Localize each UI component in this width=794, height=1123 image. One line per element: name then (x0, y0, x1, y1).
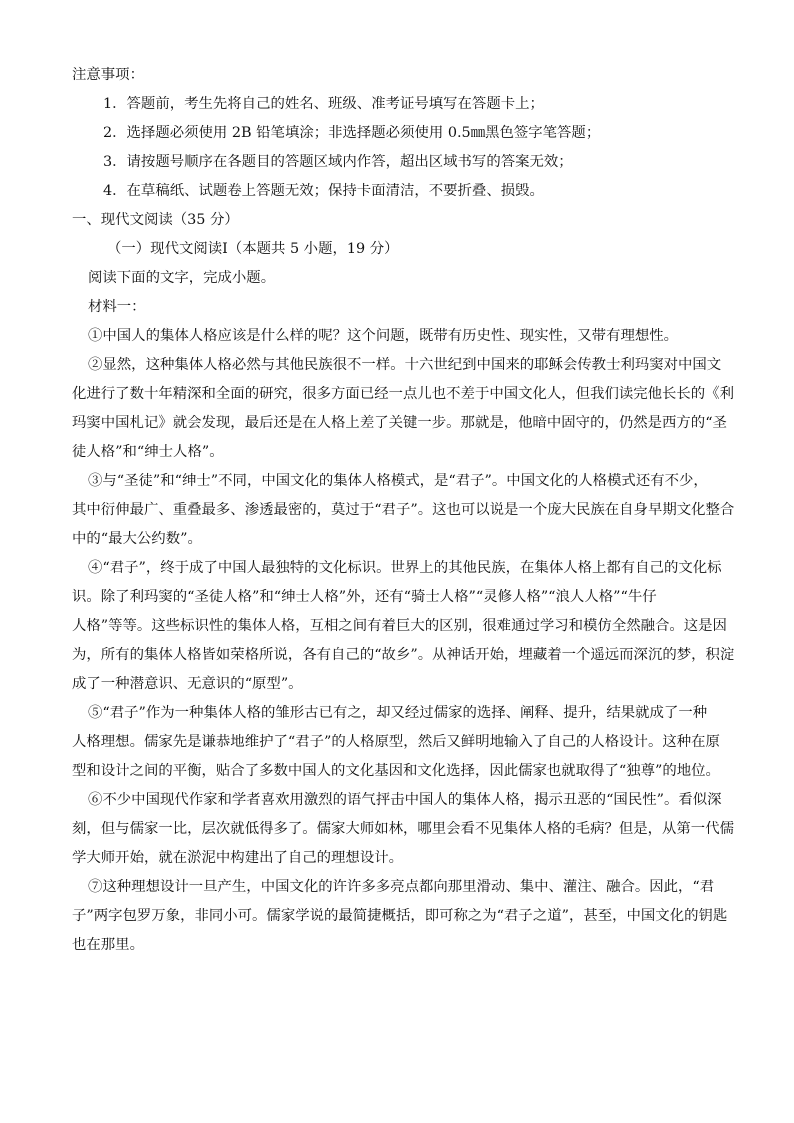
paragraph-line: ③与“圣徒”和“绅士”不同，中国文化的集体人格模式，是“君子”。中国文化的人格模式还有不少， (88, 473, 708, 489)
paragraph-line: ④“君子”，终于成了中国人最独特的文化标识。世界上的其他民族，在集体人格上都有自己的文化标 (88, 560, 722, 576)
paragraph-2 (72, 356, 734, 461)
notice-item: 2．选择题必须使用 2B 铅笔填涂；非选择题必须使用 0.5㎜黑色签字笔答题； (103, 125, 601, 141)
paragraph-line: ⑤“君子”作为一种集体人格的雏形古已有之，却又经过儒家的选择、阐释、提升，结果就成了一种 (88, 705, 708, 721)
paragraph-line: 成了一种潜意识、无意识的“原型”。 (72, 676, 303, 692)
reading-instruction: 阅读下面的文字，完成小题。 (88, 270, 276, 286)
section-title: 一、现代文阅读（35 分） (72, 212, 239, 228)
paragraph-line: 化进行了数十年精深和全面的研究，很多方面已经一点儿也不差于中国文化人，但我们读完他长长的《利 (72, 386, 734, 402)
notice-item: 1．答题前，考生先将自己的姓名、班级、准考证号填写在答题卡上； (103, 96, 544, 112)
notice-heading: 注意事项： (72, 67, 144, 83)
exam-page (72, 66, 735, 965)
subsection-title: （一）现代文阅读Ⅰ（本题共 5 小题，19 分） (107, 241, 399, 257)
material-label: 材料一： (88, 299, 146, 315)
paragraph-line: 人格”等等。这些标识性的集体人格，互相之间有着巨大的区别，很难通过学习和模仿全然融合。这是因 (72, 618, 727, 634)
paragraph-line: 刻，但与儒家一比，层次就低得多了。儒家大师如林，哪里会看不见集体人格的毛病？但是，从第一代儒 (72, 821, 734, 837)
paragraph-line: ①中国人的集体人格应该是什么样的呢？这个问题，既带有历史性、现实性，又带有理想性。 (88, 328, 679, 344)
paragraph-line: 其中衍伸最广、重叠最多、渗透最密的，莫过于“君子”。这也可以说是一个庞大民族在自身早期文化整合 (72, 502, 735, 518)
paragraph-line: 中的“最大公约数”。 (72, 531, 202, 547)
paragraph-5 (72, 704, 724, 780)
paragraph-line: 玛窦中国札记》就会发现，最后还是在人格上差了关键一步。那就是，他暗中固守的，仍然是西方的“圣 (72, 415, 727, 431)
paragraph-1 (72, 327, 724, 345)
paragraph-line: 学大师开始，就在淤泥中构建出了自己的理想设计。 (72, 850, 403, 866)
paragraph-line: 子”两字包罗万象，非同小可。儒家学说的最简捷概括，即可称之为“君子之道”，甚至，中国文化的钥匙 (72, 908, 728, 924)
notice-item: 3．请按题号顺序在各题目的答题区域内作答，超出区域书写的答案无效； (103, 154, 573, 170)
paragraph-4 (72, 559, 735, 693)
paragraph-line: ⑦这种理想设计一旦产生，中国文化的许许多多亮点都向那里滑动、集中、灌注、融合。因此，“君 (88, 879, 715, 895)
paragraph-line: 型和设计之间的平衡，贴合了多数中国人的文化基因和文化选择，因此儒家也就取得了“独尊”的地位。 (72, 763, 720, 779)
paragraph-line: 徒人格”和“绅士人格”。 (72, 444, 224, 460)
paragraph-line: 人格理想。儒家先是谦恭地维护了“君子”的人格原型，然后又鲜明地输入了自己的人格设计。这种在原 (72, 734, 720, 750)
paragraph-line: 为，所有的集体人格皆如荣格所说，各有自己的“故乡”。从神话开始，埋藏着一个遥远而深沉的梦，积淀 (72, 647, 735, 663)
paragraph-3 (72, 472, 735, 548)
paragraph-7 (72, 878, 728, 954)
notice-item: 4．在草稿纸、试题卷上答题无效；保持卡面清洁，不要折叠、损毁。 (103, 183, 544, 199)
paragraph-line: ②显然，这种集体人格必然与其他民族很不一样。十六世纪到中国来的耶稣会传教士利玛窦对中国文 (88, 357, 722, 373)
paragraph-6 (72, 791, 734, 867)
paragraph-line: 也在那里。 (72, 937, 144, 953)
paragraph-line: 识。除了利玛窦的“圣徒人格”和“绅士人格”外，还有“骑士人格”“灵修人格”“浪人人格”“牛仔 (72, 589, 657, 605)
paragraph-line: ⑥不少中国现代作家和学者喜欢用激烈的语气抨击中国人的集体人格，揭示丑恶的“国民性”。看似深 (88, 792, 722, 808)
